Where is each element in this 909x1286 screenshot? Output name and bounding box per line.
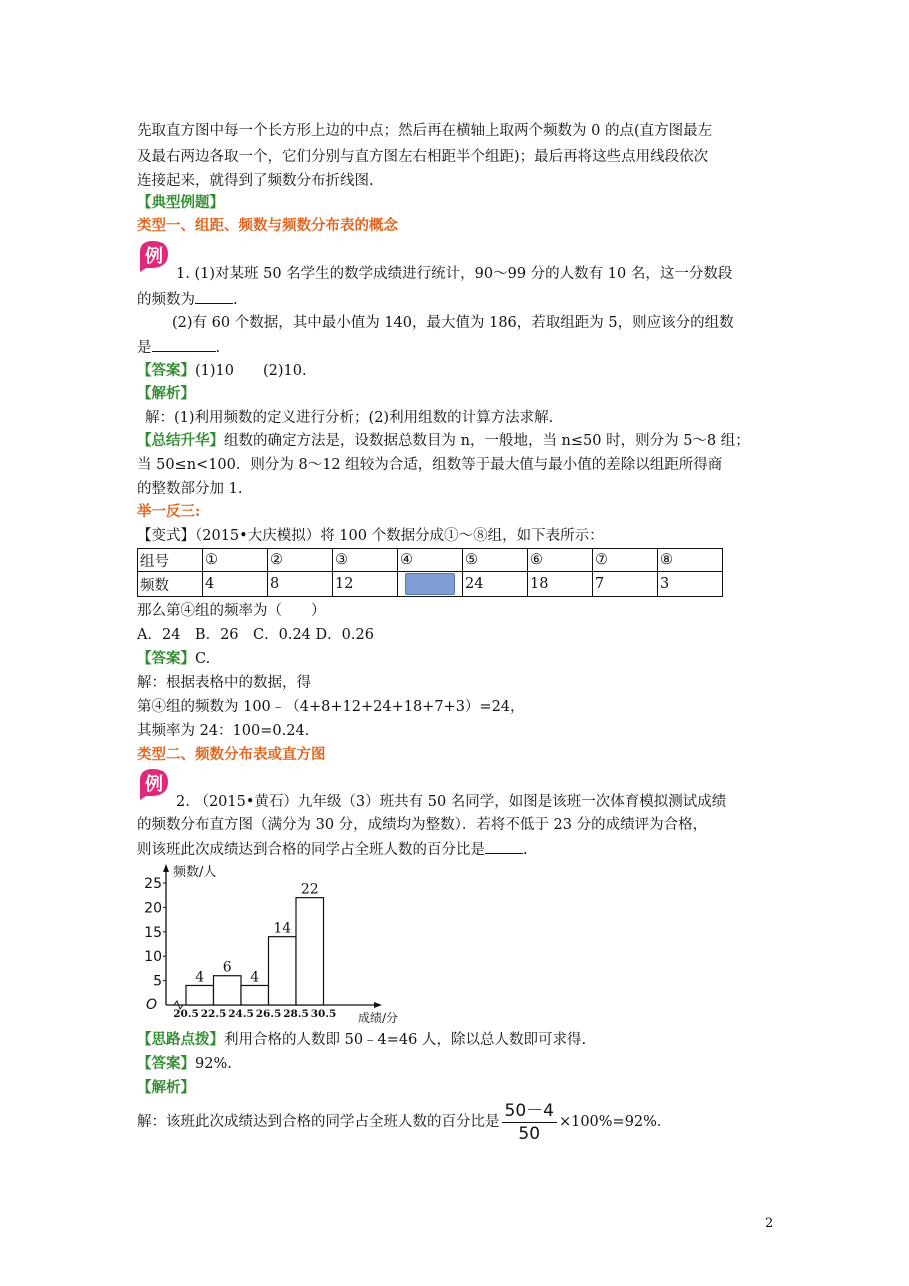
ex1-solution: 解：(1)利用频数的定义进行分析；(2)利用组数的计算方法求解.: [145, 410, 554, 426]
ex1-q2-line-b: [137, 337, 220, 358]
example-badge-char: 例: [145, 246, 163, 267]
y-tick-label: 25: [144, 876, 162, 892]
y-tick-label: 15: [144, 924, 162, 941]
intro-line-2: 及最右两边各取一个，它们分别与直方图左右相距半个组距)；最后再将这些点用线段依次: [137, 149, 709, 165]
fraction: [502, 1100, 557, 1145]
variant-answer: C.: [195, 651, 211, 667]
ex1-answer: (1)10 (2)10.: [195, 363, 307, 379]
bar-data-label: 4: [195, 969, 205, 986]
fraction-numerator: 50－4: [502, 1100, 557, 1123]
histogram-bar: [186, 985, 214, 1005]
ex1-q1-text: 的频数为: [137, 292, 195, 308]
histogram-bar: [214, 976, 242, 1005]
table-cell: 组号: [138, 549, 203, 572]
ex1-summary-tag: 【总结升华】: [137, 432, 224, 449]
section-typical-examples: 【典型例题】: [137, 194, 224, 211]
ex1-q1-blank: [195, 289, 233, 304]
ex1-q1-line-a: 1. (1)对某班 50 名学生的数学成绩进行统计，90～99 分的人数有 10 名，这一分数段: [176, 266, 733, 282]
y-axis-arrow: [163, 864, 169, 872]
x-tick-label: 30.5: [310, 1008, 337, 1020]
x-tick-label: 24.5: [228, 1008, 254, 1020]
ex1-summary-line-a: [137, 431, 750, 451]
variant-question: 那么第④组的频率为（ ）: [137, 603, 326, 619]
ex2-q-line-a: 2. （2015•黄石）九年级（3）班共有 50 名同学，如图是该班一次体育模拟测试成绩: [176, 794, 727, 810]
ex2-hint: 利用合格的人数即 50﹣4=46 人，除以总人数即可求得.: [224, 1032, 587, 1048]
ex2-answer-line: [137, 1054, 232, 1074]
table-cell-hidden: [398, 572, 463, 597]
table-cell: 4: [203, 572, 268, 597]
variant-solution-1: 解：根据表格中的数据，得: [137, 675, 311, 691]
origin-label: O: [146, 997, 158, 1013]
table-cell: ②: [268, 549, 333, 572]
ex1-q2-blank: [152, 337, 216, 352]
ex2-solution-line: [137, 1098, 671, 1146]
ex2-analysis-tag: 【解析】: [137, 1079, 195, 1096]
intro-line-1: 先取直方图中每一个长方形上边的中点；然后再在横轴上取两个频数为 0 的点(直方图最左: [137, 123, 713, 139]
ex2-hint-tag: 【思路点拨】: [137, 1031, 224, 1048]
ex2-q-end: .: [523, 842, 528, 858]
ex1-answer-tag: 【答案】: [137, 362, 195, 379]
table-cell: 8: [268, 572, 333, 597]
variant-stem: 【变式】（2015•大庆模拟）将 100 个数据分成①～⑧组，如下表所示：: [137, 528, 604, 544]
x-tick-label: 28.5: [283, 1008, 309, 1020]
table-cell: 24: [463, 572, 528, 597]
ex1-q2-text: 是: [137, 340, 152, 356]
ex2-q-line-c: [137, 839, 528, 860]
table-cell: ③: [333, 549, 398, 572]
hidden-value-box: [405, 573, 455, 595]
table-row: [138, 549, 723, 572]
fraction-denominator: 50: [518, 1123, 541, 1144]
table-cell: ④: [398, 549, 463, 572]
intro-line-3: 连接起来，就得到了频数分布折线图.: [137, 173, 374, 189]
ex2-answer-tag: 【答案】: [137, 1055, 195, 1072]
ex2-q-text: 则该班此次成绩达到合格的同学占全班人数的百分比是: [137, 842, 485, 858]
ex2-blank: [485, 839, 523, 854]
y-axis-label: 频数/人: [173, 865, 217, 880]
table-cell: 12: [333, 572, 398, 597]
table-cell: 3: [658, 572, 723, 597]
table-cell: 18: [528, 572, 593, 597]
histogram-bar: [241, 985, 269, 1005]
bar-data-label: 22: [300, 881, 319, 898]
ex1-q2-line-a: (2)有 60 个数据，其中最小值为 140，最大值为 186，若取组距为 5，则应该分的组数: [172, 315, 734, 331]
example-badge-icon: [136, 238, 172, 274]
ex1-q2-end: .: [215, 340, 221, 356]
ex2-q-line-b: 的频数分布直方图（满分为 30 分，成绩均为整数）．若将不低于 23 分的成绩评为合格，: [137, 817, 708, 833]
x-axis-label: 成绩/分: [358, 1011, 399, 1023]
x-tick-label: 20.5: [173, 1008, 199, 1020]
ex1-q1-end: .: [233, 292, 238, 308]
table-cell: ⑤: [463, 549, 528, 572]
histogram-bar: [269, 937, 297, 1005]
ex2-hint-line: [137, 1030, 586, 1050]
table-cell: ①: [203, 549, 268, 572]
variant-options: A．24 B．26 C．0.24 D．0.26: [137, 627, 374, 643]
ex1-summary-line-c: 的整数部分加 1.: [137, 481, 243, 497]
type1-heading: 类型一、组距、频数与频数分布表的概念: [137, 217, 398, 234]
bar-data-label: 14: [273, 920, 292, 937]
type2-heading: 类型二、频数分布表或直方图: [137, 746, 326, 763]
table-cell: 频数: [138, 572, 203, 597]
table-cell: 7: [593, 572, 658, 597]
ex1-answer-line: [137, 361, 307, 381]
y-tick-label: 20: [144, 900, 162, 917]
frequency-table: [137, 548, 723, 597]
table-cell: ⑥: [528, 549, 593, 572]
ex1-q1-line-b: [137, 289, 238, 310]
x-tick-label: 22.5: [200, 1008, 227, 1020]
variant-answer-line: [137, 649, 210, 669]
variant-solution-3: 其频率为 24：100=0.24.: [137, 723, 310, 739]
x-axis-arrow: [374, 1002, 382, 1008]
variant-answer-tag: 【答案】: [137, 650, 195, 667]
y-tick-label: 10: [144, 949, 162, 966]
table-cell: ⑦: [593, 549, 658, 572]
ex1-summary-a: 组数的确定方法是，设数据总数目为 n，一般地，当 n≤50 时，则分为 5～8 组；: [224, 433, 750, 449]
example-badge-char: 例: [145, 774, 163, 795]
table-row: [138, 572, 723, 597]
y-tick-label: 5: [153, 973, 162, 990]
bar-data-label: 4: [250, 969, 260, 986]
x-tick-label: 26.5: [255, 1008, 282, 1020]
ex2-solution-pre: 解：该班此次成绩达到合格的同学占全班人数的百分比是: [137, 1114, 500, 1130]
example-badge-icon: [136, 766, 172, 802]
histogram-chart: [136, 858, 406, 1023]
ex1-summary-line-b: 当 50≤n<100．则分为 8～12 组较为合适，组数等于最大值与最小值的差除以组距所得商: [137, 457, 723, 473]
table-cell: ⑧: [658, 549, 723, 572]
variant-heading: 举一反三:: [137, 503, 201, 520]
page-number: 2: [765, 1216, 774, 1231]
ex2-solution-post: ×100%=92%．: [558, 1114, 672, 1130]
histogram-bar: [296, 898, 324, 1005]
variant-solution-2: 第④组的频数为 100﹣（4+8+12+24+18+7+3）=24，: [137, 699, 525, 715]
ex1-analysis-tag: 【解析】: [137, 385, 195, 402]
bar-data-label: 6: [222, 959, 232, 976]
ex2-answer: 92%.: [195, 1056, 232, 1072]
